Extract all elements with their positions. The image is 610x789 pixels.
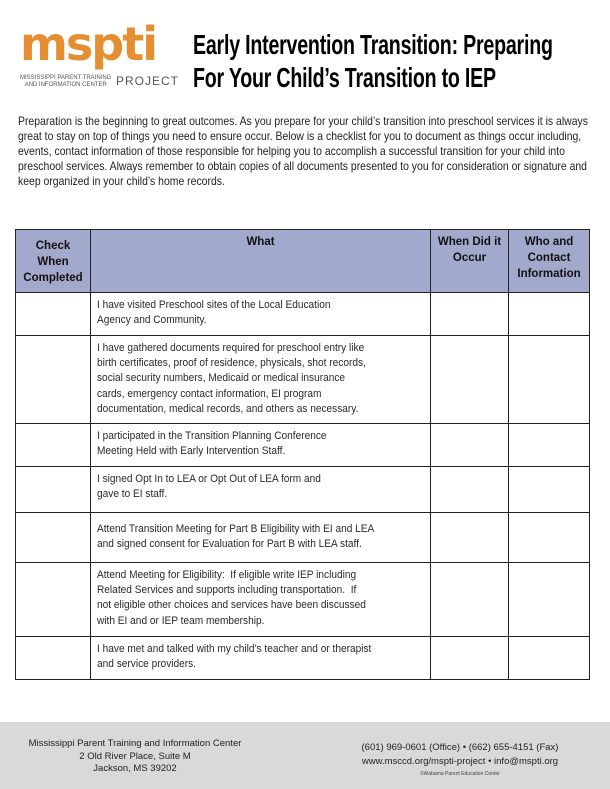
logo-wordmark: mspti bbox=[20, 17, 156, 71]
table-row bbox=[16, 563, 590, 637]
check-cell[interactable] bbox=[16, 293, 91, 336]
check-cell[interactable] bbox=[16, 513, 91, 563]
logo-project: PROJECT bbox=[116, 74, 180, 88]
table-row bbox=[16, 424, 590, 467]
what-text: I have met and talked with my child’s teacher and or therapist and service providers. bbox=[97, 643, 372, 671]
who-cell[interactable] bbox=[509, 563, 590, 637]
footer-org: Mississippi Parent Training and Information Center bbox=[28, 738, 242, 749]
logo-subtitle: MISSISSIPPI PARENT TRAINING AND INFORMATION CENTER bbox=[20, 75, 112, 88]
checklist-table bbox=[15, 229, 590, 680]
what-text: Attend Meeting for Eligibility: If eligible write IEP including Related Services and supports including transportation. If not eligible other choices and services have been discussed with EI and or IEP team membership. bbox=[97, 569, 366, 627]
when-cell[interactable] bbox=[431, 563, 509, 637]
when-cell[interactable] bbox=[431, 293, 509, 336]
check-cell[interactable] bbox=[16, 637, 91, 680]
check-cell[interactable] bbox=[16, 467, 91, 513]
check-cell[interactable] bbox=[16, 336, 91, 424]
table-row bbox=[16, 467, 590, 513]
table-row bbox=[16, 293, 590, 336]
what-text: I participated in the Transition Planning Conference Meeting Held with Early Intervention Staff. bbox=[97, 430, 327, 458]
what-text: I have gathered documents required for preschool entry like birth certificates, proof of residence, physicals, shot records, social security numbers, Medicaid or medical insurance cards, emergency contact information, EI program documentation, medical records, and others as necessary. bbox=[97, 342, 366, 415]
who-cell[interactable] bbox=[509, 467, 590, 513]
intro-paragraph: Preparation is the beginning to great outcomes. As you prepare for your child’s transition into preschool services it is always great to stay on top of things you need to ensure occur. Below is a checklist for you to document as things occur including, events, contact information of those responsible for helping you to accomplish a successful transition for your child into preschool services. Always remember to obtain copies of all documents presented to you for consideration or signature and keep organized in your child’s home records. bbox=[18, 115, 588, 188]
check-cell[interactable] bbox=[16, 424, 91, 467]
table-header bbox=[16, 230, 590, 293]
header-who: Who and Contact Information bbox=[509, 230, 590, 293]
mspti-logo bbox=[18, 17, 180, 88]
what-cell bbox=[91, 336, 431, 424]
header-check: Check When Completed bbox=[16, 230, 91, 293]
header-when: When Did it Occur bbox=[431, 230, 509, 293]
what-text: I signed Opt In to LEA or Opt Out of LEA form and gave to EI staff. bbox=[97, 473, 321, 501]
what-cell bbox=[91, 563, 431, 637]
check-cell[interactable] bbox=[16, 563, 91, 637]
footer-address bbox=[20, 738, 250, 776]
when-cell[interactable] bbox=[431, 467, 509, 513]
what-cell bbox=[91, 467, 431, 513]
when-cell[interactable] bbox=[431, 336, 509, 424]
what-cell bbox=[91, 513, 431, 563]
footer-web: www.msccd.org/mspti-project • info@mspti.org bbox=[361, 756, 559, 767]
footer bbox=[0, 722, 610, 789]
page-title: Early Intervention Transition: Preparing For Your Child’s Transition to IEP bbox=[193, 29, 553, 93]
footer-phone: (601) 969-0601 (Office) • (662) 655-4151 (Fax) bbox=[361, 742, 559, 753]
footer-address-line2: Jackson, MS 39202 bbox=[93, 763, 177, 774]
table-row bbox=[16, 637, 590, 680]
footer-contact bbox=[330, 741, 590, 779]
when-cell[interactable] bbox=[431, 637, 509, 680]
what-cell bbox=[91, 293, 431, 336]
when-cell[interactable] bbox=[431, 513, 509, 563]
when-cell[interactable] bbox=[431, 424, 509, 467]
footer-copyright: ©Alabama Parent Education Center bbox=[420, 771, 500, 777]
header-what: What bbox=[91, 230, 431, 293]
who-cell[interactable] bbox=[509, 513, 590, 563]
who-cell[interactable] bbox=[509, 336, 590, 424]
what-text: Attend Transition Meeting for Part B Eligibility with EI and LEA and signed consent for Evaluation for Part B with LEA staff. bbox=[97, 523, 375, 551]
footer-address-line1: 2 Old River Place, Suite M bbox=[79, 750, 191, 762]
table-row bbox=[16, 336, 590, 424]
who-cell[interactable] bbox=[509, 424, 590, 467]
who-cell[interactable] bbox=[509, 293, 590, 336]
what-text: I have visited Preschool sites of the Local Education Agency and Community. bbox=[97, 299, 331, 327]
what-cell bbox=[91, 637, 431, 680]
table-row bbox=[16, 513, 590, 563]
what-cell bbox=[91, 424, 431, 467]
who-cell[interactable] bbox=[509, 637, 590, 680]
